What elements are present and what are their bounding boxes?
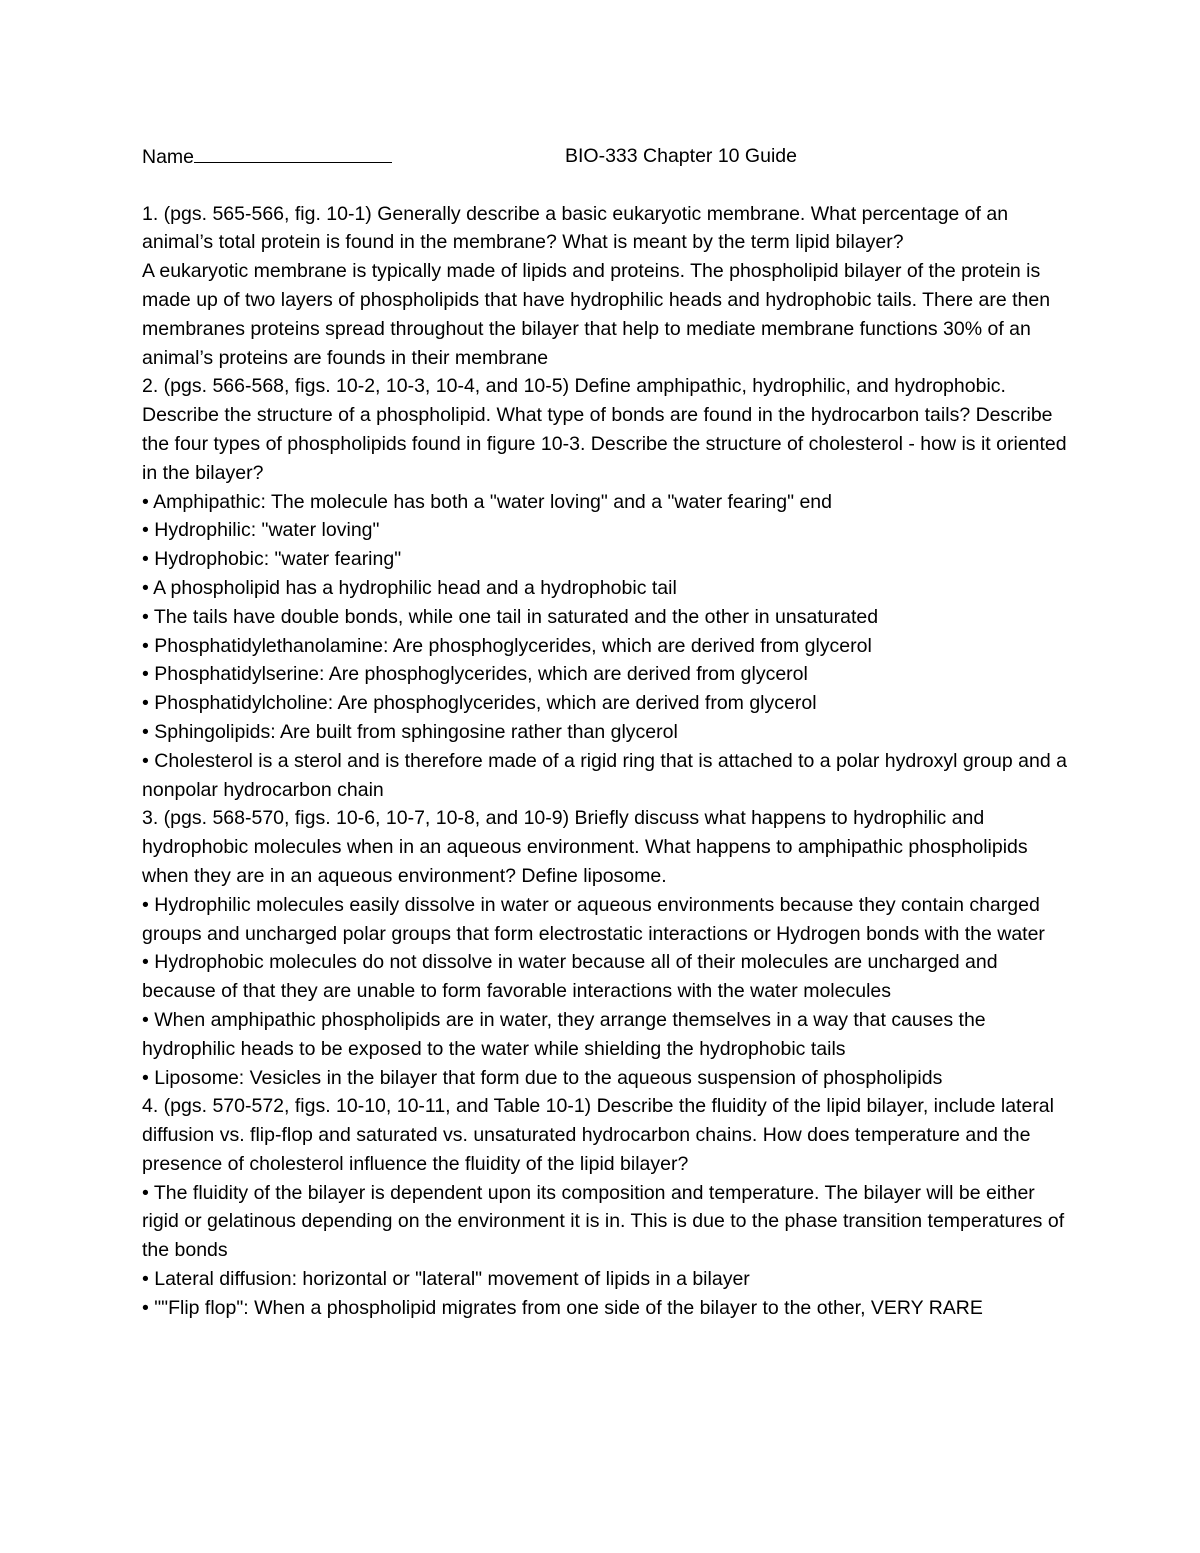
bullet-hydrophilic: • Hydrophilic: "water loving" xyxy=(142,519,380,542)
bullet-phospholipid: • A phospholipid has a hydrophilic head and a hydrophobic tail xyxy=(142,576,677,599)
bullet-cholesterol: • Cholesterol is a sterol and is therefore made of a rigid ring that is attached to a polar hydroxyl group and a nonpolar hydrocarbon chain xyxy=(142,749,1067,801)
document-title: BIO-333 Chapter 10 Guide xyxy=(565,145,797,167)
bullet-liposome: • Liposome: Vesicles in the bilayer that form due to the aqueous suspension of phospholipids xyxy=(142,1066,943,1089)
answer-1: A eukaryotic membrane is typically made of lipids and proteins. The phospholipid bilayer of the protein is made up of two layers of phospholipids that have hydrophilic heads and hydrophobic tails. There are then membranes proteins spread throughout the bilayer that help to mediate membrane functions 30% of an animal’s proteins are founds in their membrane xyxy=(142,260,1051,369)
document-header xyxy=(142,142,1072,171)
bullet-hydrophilic-molecules: • Hydrophilic molecules easily dissolve in water or aqueous environments because they contain charged groups and uncharged polar groups that form electrostatic interactions or Hydrogen bonds with the water xyxy=(142,893,1045,945)
bullet-fluidity: • The fluidity of the bilayer is dependent upon its composition and temperature. The bilayer will be either rigid or gelatinous depending on the environment it is in. This is due to the phase transition temperatures of the bonds xyxy=(142,1181,1065,1262)
bullet-hydrophobic: • Hydrophobic: "water fearing" xyxy=(142,548,402,571)
question-3: 3. (pgs. 568-570, figs. 10-6, 10-7, 10-8, and 10-9) Briefly discuss what happens to hydrophilic and hydrophobic molecules when in an aqueous environment. What happens to amphipathic phospholipids when they are in an aqueous environment? Define liposome. xyxy=(142,807,1028,887)
bullet-phosphatidylserine: • Phosphatidylserine: Are phosphoglycerides, which are derived from glycerol xyxy=(142,663,808,686)
bullet-flip-flop: • ""Flip flop": When a phospholipid migrates from one side of the bilayer to the other, VERY RARE xyxy=(142,1296,983,1319)
document-body xyxy=(142,142,1072,1323)
bullet-phosphatidylethanolamine: • Phosphatidylethanolamine: Are phosphoglycerides, which are derived from glycerol xyxy=(142,634,872,657)
name-blank-line xyxy=(194,142,392,163)
name-label: Name xyxy=(142,146,195,168)
bullet-hydrophobic-molecules: • Hydrophobic molecules do not dissolve in water because all of their molecules are uncharged and because of that they are unable to form favorable interactions with the water molecules xyxy=(142,951,998,1003)
bullet-lateral-diffusion: • Lateral diffusion: horizontal or "lateral" movement of lipids in a bilayer xyxy=(142,1268,750,1291)
bullet-amphipathic: • Amphipathic: The molecule has both a "water loving" and a "water fearing" end xyxy=(142,490,832,513)
question-1: 1. (pgs. 565-566, fig. 10-1) Generally describe a basic eukaryotic membrane. What percentage of an animal’s total protein is found in the membrane? What is meant by the term lipid bilayer? xyxy=(142,202,1009,254)
bullet-tails: • The tails have double bonds, while one tail in saturated and the other in unsaturated xyxy=(142,605,879,628)
question-2: 2. (pgs. 566-568, figs. 10-2, 10-3, 10-4, and 10-5) Define amphipathic, hydrophilic, and hydrophobic. Describe the structure of a phospholipid. What type of bonds are found in the hydrocarbon tails? Describe the four types of phospholipids found in figure 10-3. Describe the structure of cholesterol - how is it oriented in the bilayer? xyxy=(142,375,1067,484)
bullet-phosphatidylcholine: • Phosphatidylcholine: Are phosphoglycerides, which are derived from glycerol xyxy=(142,692,817,715)
bullet-amphipathic-phospholipids: • When amphipathic phospholipids are in water, they arrange themselves in a way that causes the hydrophilic heads to be exposed to the water while shielding the hydrophobic tails xyxy=(142,1008,986,1060)
bullet-sphingolipids: • Sphingolipids: Are built from sphingosine rather than glycerol xyxy=(142,720,678,743)
name-field xyxy=(142,142,392,172)
question-4: 4. (pgs. 570-572, figs. 10-10, 10-11, and Table 10-1) Describe the fluidity of the lipid bilayer, include lateral diffusion vs. flip-flop and saturated vs. unsaturated hydrocarbon chains. How does temperature and the presence of cholesterol influence the fluidity of the lipid bilayer? xyxy=(142,1095,1054,1175)
